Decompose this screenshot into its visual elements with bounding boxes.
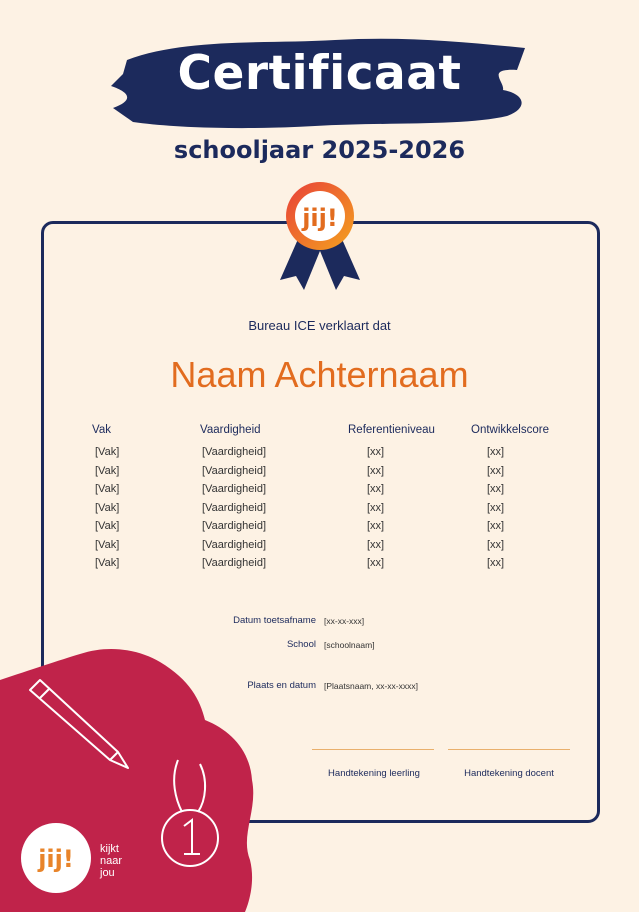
cell-vak: [Vak] bbox=[95, 464, 120, 477]
cell-ontwikkelscore: [xx] bbox=[487, 501, 505, 514]
place-date-label: Plaats en datum bbox=[247, 680, 316, 691]
cell-referentieniveau: [xx] bbox=[367, 538, 385, 551]
test-date-value: [xx-xx-xxx] bbox=[324, 616, 365, 626]
cell-vak: [Vak] bbox=[95, 557, 120, 569]
cell-vaardigheid: [Vaardigheid] bbox=[202, 464, 267, 477]
cell-vak: [Vak] bbox=[95, 483, 120, 495]
cell-vak: [Vak] bbox=[95, 538, 120, 551]
cell-vak: [Vak] bbox=[95, 501, 120, 514]
rosette-badge-icon bbox=[272, 180, 368, 292]
cell-ontwikkelscore: [xx] bbox=[487, 557, 505, 569]
cell-vaardigheid: [Vaardigheid] bbox=[202, 446, 267, 458]
column-header-referentieniveau: Referentieniveau bbox=[348, 424, 435, 436]
teacher-signature-line bbox=[448, 749, 570, 750]
student-signature-line bbox=[312, 749, 434, 750]
school-year-subtitle: schooljaar 2025-2026 bbox=[173, 136, 466, 164]
cell-ontwikkelscore: [xx] bbox=[487, 446, 505, 458]
cell-vaardigheid: [Vaardigheid] bbox=[202, 483, 267, 495]
place-date-value: [Plaatsnaam, xx-xx-xxxx] bbox=[324, 681, 418, 691]
declaration-text: Bureau ICE verklaart dat bbox=[248, 318, 391, 333]
test-date-label: Datum toetsafname bbox=[233, 615, 316, 626]
column-header-ontwikkelscore: Ontwikkelscore bbox=[471, 424, 549, 436]
cell-referentieniveau: [xx] bbox=[367, 557, 385, 569]
cell-referentieniveau: [xx] bbox=[367, 501, 385, 514]
cell-referentieniveau: [xx] bbox=[367, 464, 385, 477]
cell-vak: [Vak] bbox=[95, 446, 120, 458]
cell-ontwikkelscore: [xx] bbox=[487, 483, 505, 495]
cell-ontwikkelscore: [xx] bbox=[487, 464, 505, 477]
cell-referentieniveau: [xx] bbox=[367, 520, 385, 532]
badge-text: jij! bbox=[302, 204, 338, 232]
logo-tagline bbox=[100, 843, 140, 879]
certificate-title: Certificaat bbox=[177, 46, 462, 101]
logo-tagline-line: naar bbox=[100, 855, 123, 867]
teacher-signature-label: Handtekening docent bbox=[464, 768, 554, 779]
student-signature-label: Handtekening leerling bbox=[328, 768, 420, 779]
cell-vak: [Vak] bbox=[95, 520, 120, 532]
student-name: Naam Achternaam bbox=[170, 354, 469, 395]
logo-tagline-line: jou bbox=[100, 867, 115, 879]
cell-vaardigheid: [Vaardigheid] bbox=[202, 520, 267, 532]
cell-vaardigheid: [Vaardigheid] bbox=[202, 501, 267, 514]
cell-referentieniveau: [xx] bbox=[367, 446, 385, 458]
logo-mark: jij! bbox=[38, 845, 74, 873]
cell-ontwikkelscore: [xx] bbox=[487, 538, 505, 551]
logo-tagline-line: kijkt bbox=[100, 843, 119, 855]
cell-vaardigheid: [Vaardigheid] bbox=[202, 557, 267, 569]
cell-ontwikkelscore: [xx] bbox=[487, 520, 505, 532]
column-header-vak: Vak bbox=[92, 424, 111, 436]
school-value: [schoolnaam] bbox=[324, 640, 375, 650]
cell-vaardigheid: [Vaardigheid] bbox=[202, 538, 267, 551]
jij-logo-icon bbox=[20, 822, 92, 894]
school-label: School bbox=[286, 639, 316, 650]
cell-referentieniveau: [xx] bbox=[367, 483, 385, 495]
column-header-vaardigheid: Vaardigheid bbox=[200, 424, 261, 436]
